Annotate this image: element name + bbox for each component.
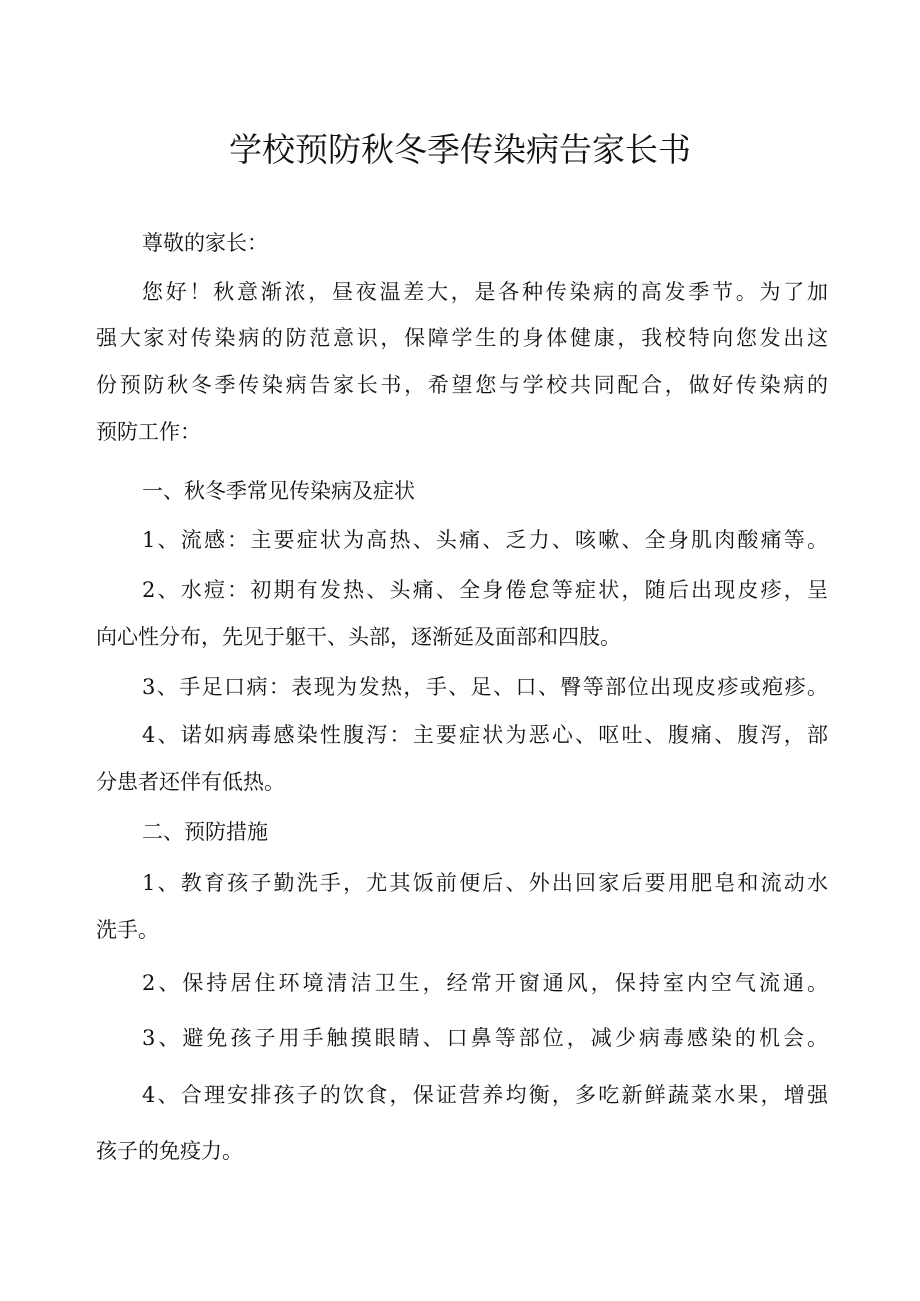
prevention-item-continued: 孩子的免疫力。	[96, 1139, 243, 1163]
document-title: 学校预防秋冬季传染病告家长书	[229, 130, 691, 169]
prevention-item: 2、保持居住环境清洁卫生，经常开窗通风，保持室内空气流通。	[142, 971, 828, 995]
intro-line: 预防工作：	[96, 420, 201, 444]
section-heading-prevention: 二、预防措施	[142, 820, 268, 844]
section-heading-symptoms: 一、秋冬季常见传染病及症状	[142, 479, 415, 503]
intro-line: 您好！秋意渐浓，昼夜温差大，是各种传染病的高发季节。为了加	[142, 280, 828, 304]
prevention-item-continued: 洗手。	[96, 918, 159, 942]
symptom-item: 2、水痘：初期有发热、头痛、全身倦怠等症状，随后出现皮疹，呈	[142, 578, 828, 602]
prevention-item: 3、避免孩子用手触摸眼睛、口鼻等部位，减少病毒感染的机会。	[142, 1026, 828, 1050]
symptom-item: 1、流感：主要症状为高热、头痛、乏力、咳嗽、全身肌肉酸痛等。	[142, 528, 828, 552]
intro-line: 强大家对传染病的防范意识，保障学生的身体健康，我校特向您发出这	[96, 326, 828, 350]
symptom-item-continued: 向心性分布，先见于躯干、头部，逐渐延及面部和四肢。	[96, 625, 621, 649]
symptom-item: 4、诺如病毒感染性腹泻：主要症状为恶心、呕吐、腹痛、腹泻，部	[142, 723, 828, 747]
prevention-item: 4、合理安排孩子的饮食，保证营养均衡，多吃新鲜蔬菜水果，增强	[142, 1083, 828, 1107]
prevention-item: 1、教育孩子勤洗手，尤其饭前便后、外出回家后要用肥皂和流动水	[142, 871, 828, 895]
symptom-item: 3、手足口病：表现为发热，手、足、口、臀等部位出现皮疹或疱疹。	[142, 675, 828, 699]
intro-line: 份预防秋冬季传染病告家长书，希望您与学校共同配合，做好传染病的	[96, 373, 828, 397]
symptom-item-continued: 分患者还伴有低热。	[96, 770, 285, 794]
salutation: 尊敬的家长：	[142, 231, 268, 255]
